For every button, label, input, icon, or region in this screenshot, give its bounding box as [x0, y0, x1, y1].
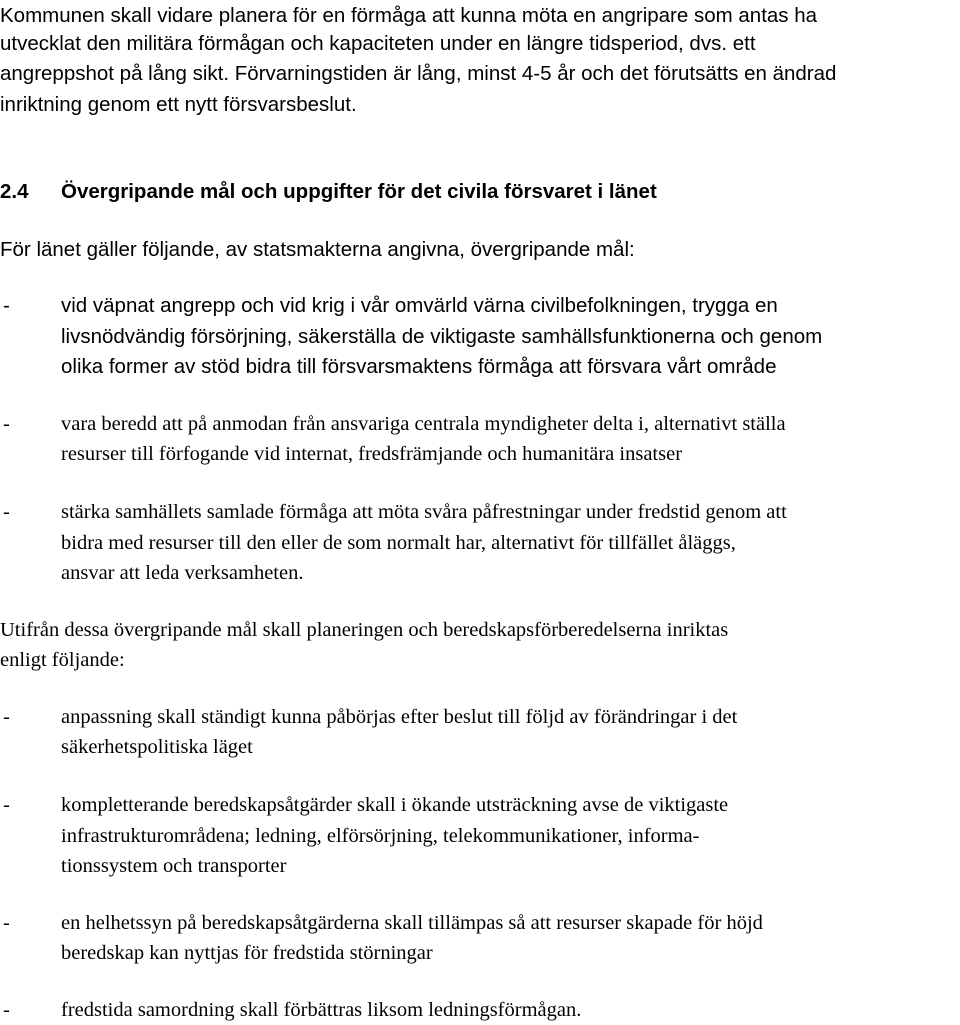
- planning-line: en helhetssyn på beredskapsåtgärderna skall tillämpas så att resurser skapade för höjd: [61, 912, 763, 934]
- planning-line: tionssystem och transporter: [61, 855, 287, 877]
- planning-intro-line: Utifrån dessa övergripande mål skall planeringen och beredskapsförberedelserna inriktas: [0, 619, 729, 641]
- intro-line: utvecklat den militära förmågan och kapaciteten under en längre tidsperiod, dvs. ett: [0, 32, 756, 55]
- goal-line: vara beredd att på anmodan från ansvariga centrala myndigheter delta i, alternativt ställa: [61, 413, 786, 435]
- bullet-dash: -: [3, 294, 10, 317]
- planning-line: säkerhetspolitiska läget: [61, 736, 253, 758]
- planning-line: anpassning skall ständigt kunna påbörjas efter beslut till följd av förändringar i det: [61, 706, 738, 728]
- section-number: 2.4: [0, 180, 29, 203]
- goal-line: resurser till förfogande vid internat, fredsfrämjande och humanitära insatser: [61, 443, 683, 465]
- planning-intro-line: enligt följande:: [0, 649, 125, 671]
- bullet-dash: -: [3, 999, 10, 1021]
- planning-line: infrastrukturområdena; ledning, elförsörjning, telekommunikationer, informa-: [61, 825, 700, 847]
- goal-line: bidra med resurser till den eller de som normalt har, alternativt för tillfället åläggs,: [61, 532, 736, 554]
- goal-line: ansvar att leda verksamheten.: [61, 562, 304, 584]
- goals-intro: För länet gäller följande, av statsmakterna angivna, övergripande mål:: [0, 238, 635, 261]
- goal-line: livsnödvändig försörjning, säkerställa de viktigaste samhällsfunktionerna och genom: [61, 325, 823, 348]
- bullet-dash: -: [3, 501, 10, 523]
- bullet-dash: -: [3, 912, 10, 934]
- section-title: Övergripande mål och uppgifter för det civila försvaret i länet: [61, 180, 657, 203]
- bullet-dash: -: [3, 794, 10, 816]
- goal-line: vid väpnat angrepp och vid krig i vår omvärld värna civilbefolkningen, trygga en: [61, 294, 778, 317]
- intro-line: inriktning genom ett nytt försvarsbeslut.: [0, 93, 357, 116]
- goal-line: olika former av stöd bidra till försvarsmaktens förmåga att försvara vårt område: [61, 355, 777, 378]
- planning-line: fredstida samordning skall förbättras liksom ledningsförmågan.: [61, 999, 582, 1021]
- bullet-dash: -: [3, 706, 10, 728]
- planning-line: kompletterande beredskapsåtgärder skall i ökande utsträckning avse de viktigaste: [61, 794, 729, 816]
- bullet-dash: -: [3, 413, 10, 435]
- intro-line: angreppshot på lång sikt. Förvarningstiden är lång, minst 4-5 år och det förutsätts en ändrad: [0, 62, 837, 85]
- intro-line: Kommunen skall vidare planera för en förmåga att kunna möta en angripare som antas ha: [0, 4, 818, 27]
- planning-line: beredskap kan nyttjas för fredstida störningar: [61, 942, 433, 964]
- goal-line: stärka samhällets samlade förmåga att möta svåra påfrestningar under fredstid genom att: [61, 501, 787, 523]
